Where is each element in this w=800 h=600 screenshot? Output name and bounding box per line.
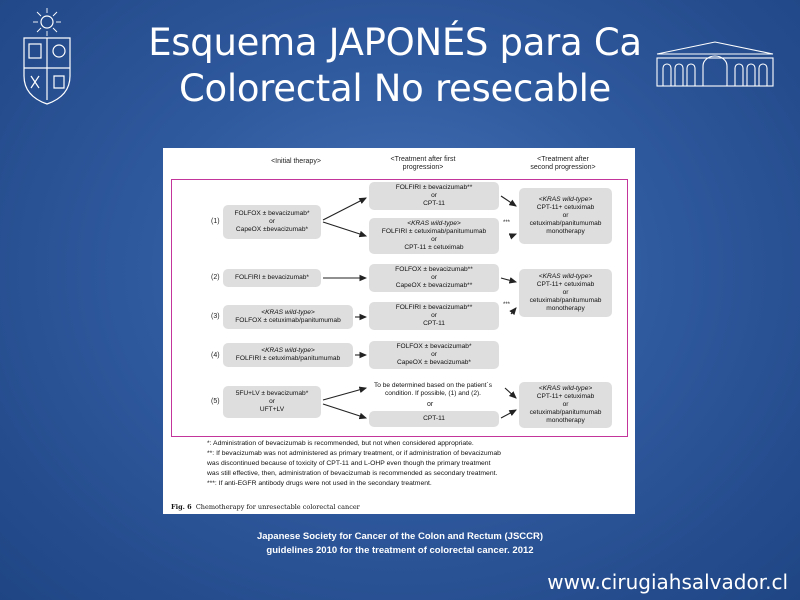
arrow-r1-to-first-b: [323, 222, 366, 236]
footnote-3: was discontinued because of toxicity of CPT-11 and L-OHP even though the primary treatment: [207, 460, 491, 467]
university-seal-logo: [14, 6, 80, 108]
footnote-5: ***: If anti-EGFR antibody drugs were not used in the secondary treatment.: [207, 480, 432, 487]
row1-second-progression-box: <KRAS wild-type> CPT-11+ cetuximab or cetuximab/panitumumab monotherapy: [519, 188, 612, 244]
arrow-r5-first-b-to-second: [501, 410, 516, 418]
arrow-r1-to-first-a: [323, 198, 366, 220]
slide-title-line-2: Colorectal No resecable: [178, 67, 612, 110]
row-label-1: (1): [211, 218, 220, 225]
arrow-r1-first-a-to-second: [501, 196, 516, 206]
citation-line-1: Japanese Society for Cancer of the Colon and Rectum (JSCCR): [256, 531, 544, 542]
row-label-4: (4): [211, 352, 220, 359]
row5-first-progression-box: CPT-11: [369, 411, 499, 427]
figure-caption: [171, 503, 360, 511]
figure-caption-label: Fig. 6: [171, 503, 192, 511]
row4-initial-box: <KRAS wild-type> FOLFIRI ± cetuximab/panitumumab: [223, 343, 353, 367]
row-label-2: (2): [211, 274, 220, 281]
arrow-r5-to-first-b: [323, 404, 366, 418]
row5-or: or: [427, 401, 434, 408]
figure-caption-text: Chemotherapy for unresectable colorectal cancer: [195, 503, 360, 511]
header-first-progression: <Treatment after first progression>: [390, 156, 456, 171]
citation-line-2: guidelines 2010 for the treatment of colorectal cancer. 2012: [266, 545, 534, 556]
website-url: www.cirugiahsalvador.cl: [547, 570, 788, 594]
row5-initial-box: 5FU+LV ± bevacizumab* or UFT+LV: [223, 386, 321, 418]
header-initial-therapy: <Initial therapy>: [271, 158, 321, 165]
arrow-r3-first-to-second: [511, 308, 516, 314]
row-label-5: (5): [211, 398, 220, 405]
row4-first-progression-box: FOLFOX ± bevacizumab* or CapeOX ± bevacizumab*: [369, 341, 499, 369]
arrow-r5-first-a-to-second: [505, 388, 516, 398]
arrow-r1-first-b-to-second: [511, 234, 516, 236]
row3-marker: ***: [503, 302, 511, 308]
row5-second-progression-box: <KRAS wild-type> CPT-11+ cetuximab or cetuximab/panitumumab monotherapy: [519, 382, 612, 428]
row3-initial-box: <KRAS wild-type> FOLFOX ± cetuximab/panitumumab: [223, 305, 353, 329]
row1-first-progression-box-a: FOLFIRI ± bevacizumab** or CPT-11: [369, 182, 499, 210]
row2-initial-box: FOLFIRI ± bevacizumab*: [223, 269, 321, 287]
row1-initial-box: FOLFOX ± bevacizumab* or CapeOX ±bevacizumab*: [223, 205, 321, 239]
row2-first-progression-box: FOLFOX ± bevacizumab** or CapeOX ± bevacizumab**: [369, 264, 499, 292]
footnote-4: was still effective, then, administration of bevacizumab is recommended as secondary treatment.: [207, 470, 498, 477]
slide-title: [100, 20, 690, 112]
row1-first-progression-box-b: <KRAS wild-type> FOLFIRI ± cetuximab/panitumumab or CPT-11 ± cetuximab: [369, 218, 499, 254]
citation: [180, 530, 620, 558]
footnote-2: **: If bevacizumab was not administered as primary treatment, or if administration of bevacizumab: [207, 450, 501, 457]
row3-first-progression-box: FOLFIRI ± bevacizumab** or CPT-11: [369, 302, 499, 330]
header-second-progression: <Treatment after second progression>: [530, 156, 596, 171]
arrow-r2-first-to-second: [501, 278, 516, 282]
row1-marker: ***: [503, 220, 511, 226]
slide-title-line-1: Esquema JAPONÉS para Ca: [148, 21, 642, 64]
flowchart-arrows: [163, 148, 635, 448]
row5-first-progression-text: To be determined based on the patient´s condition. If possible, (1) and (2).: [373, 382, 493, 397]
arrow-r5-to-first-a: [323, 388, 366, 400]
treatment-flowchart-figure: [163, 148, 635, 514]
footnote-1: *: Administration of bevacizumab is recommended, but not when considered appropriate.: [207, 440, 474, 447]
row-label-3: (3): [211, 313, 220, 320]
row2-second-progression-box: <KRAS wild-type> CPT-11+ cetuximab or cetuximab/panitumumab monotherapy: [519, 269, 612, 317]
